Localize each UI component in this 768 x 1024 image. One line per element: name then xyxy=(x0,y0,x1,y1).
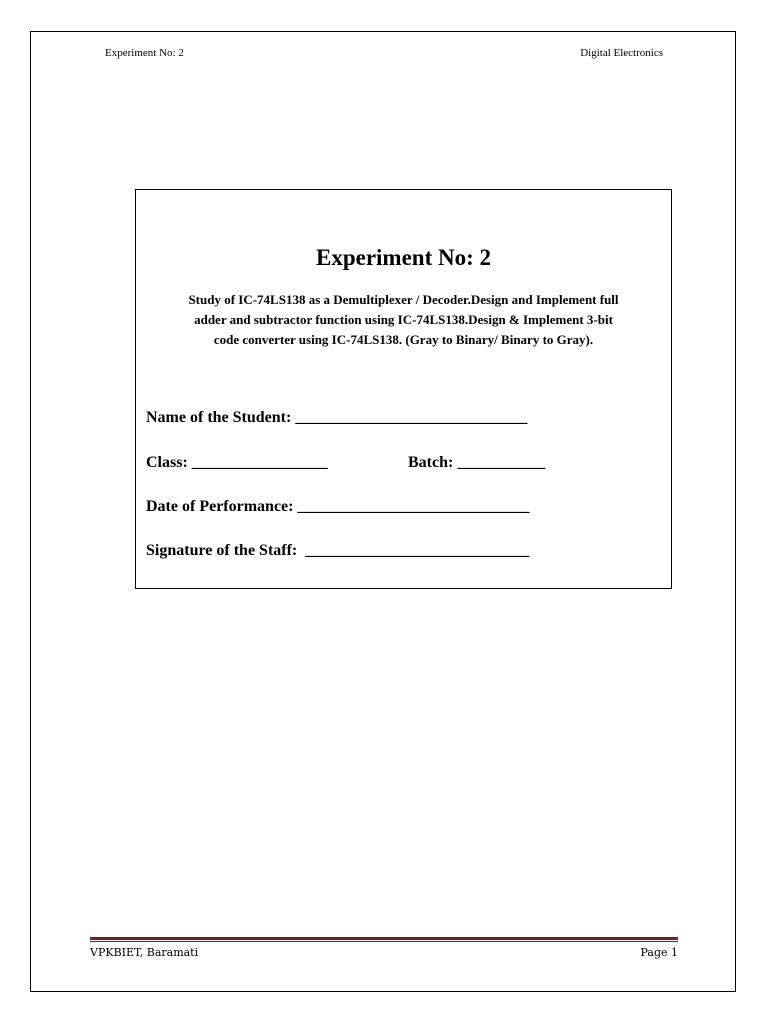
footer-institution: VPKBIET, Baramati xyxy=(90,946,199,959)
experiment-title: Experiment No: 2 xyxy=(315,245,492,270)
description-line: code converter using IC-74LS138. (Gray to Binary/ Binary to Gray). xyxy=(213,332,594,347)
header-subject-label: Digital Electronics xyxy=(580,47,663,59)
header-experiment-label: Experiment No: 2 xyxy=(105,47,184,59)
experiment-description xyxy=(148,290,659,350)
staff-signature-field: Signature of the Staff: ____________________________ xyxy=(146,542,530,559)
description-line: Study of IC-74LS138 as a Demultiplexer / Decoder.Design and Implement full xyxy=(188,292,619,307)
description-line: adder and subtractor function using IC-74LS138.Design & Implement 3-bit xyxy=(194,312,613,327)
student-name-field: Name of the Student: _____________________________ xyxy=(146,409,528,426)
footer-rule-thin xyxy=(90,941,678,942)
footer-rule-thick xyxy=(90,937,678,940)
footer-page-number: Page 1 xyxy=(640,946,678,959)
class-field: Class: _________________ xyxy=(146,454,328,471)
batch-field: Batch: ___________ xyxy=(408,454,546,471)
cover-frame xyxy=(135,189,672,589)
date-of-performance-field: Date of Performance: _____________________________ xyxy=(146,498,530,515)
